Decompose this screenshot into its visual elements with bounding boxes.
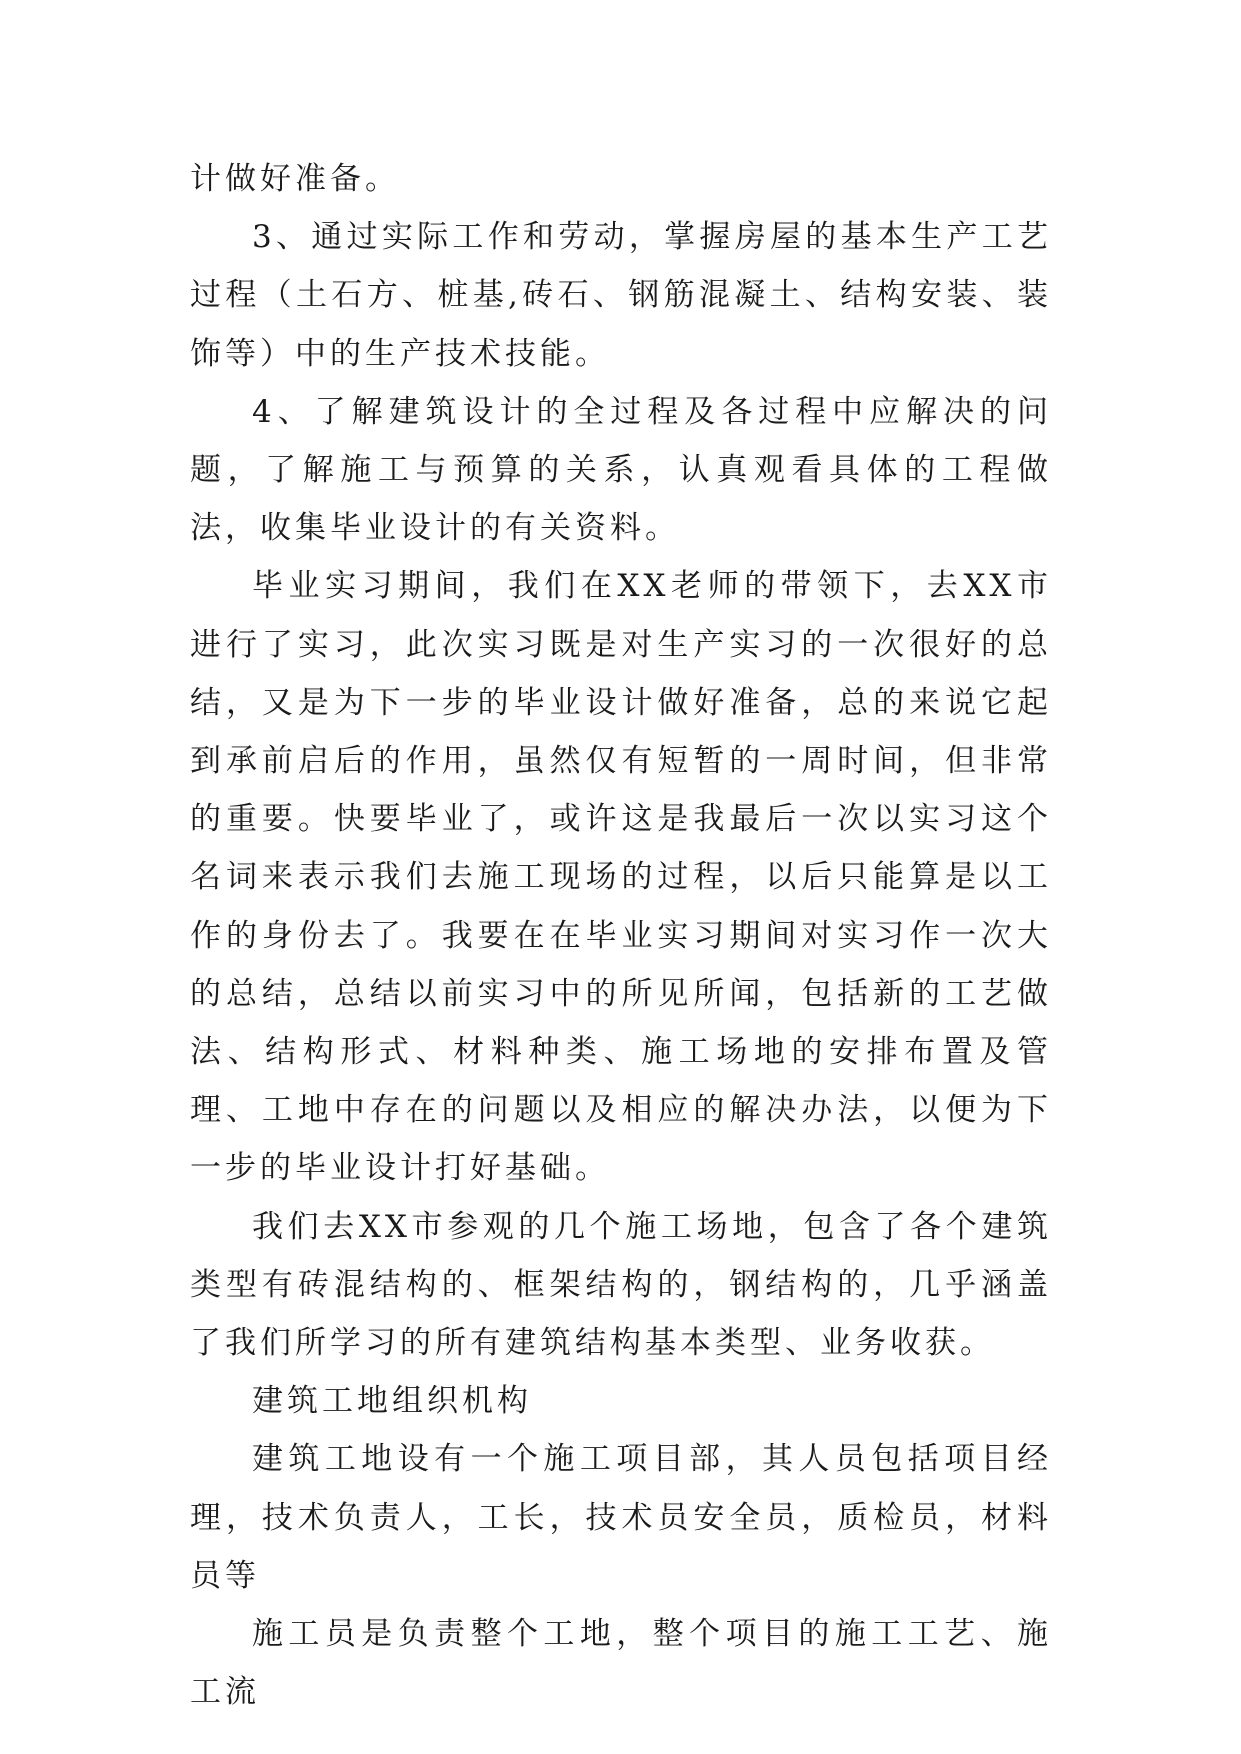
body-text: [190, 150, 1052, 1721]
paragraph-5: 我们去XX市参观的几个施工场地，包含了各个建筑类型有砖混结构的、框架结构的，钢结构的，几乎涵盖了我们所学习的所有建筑结构基本类型、业务收获。: [190, 1208, 1052, 1362]
paragraph-6: 建筑工地设有一个施工项目部，其人员包括项目经理，技术负责人，工长，技术员安全员，质检员，材料员等: [190, 1441, 1052, 1594]
paragraph-7: 施工员是负责整个工地，整个项目的施工工艺、施工流: [190, 1616, 1052, 1711]
paragraph-1: 计做好准备。: [190, 161, 400, 197]
section-heading: 建筑工地组织机构: [252, 1383, 532, 1420]
paragraph-4: 毕业实习期间，我们在XX老师的带领下，去XX市进行了实习，此次实习既是对生产实习的一次很好的总结，又是为下一步的毕业设计做好准备，总的来说它起到承前启后的作用，虽然仅有短暂的一周时间，但非常的重要。快要毕业了，或许这是我最后一次以实习这个名词来表示我们去施工现场的过程，以后只能算是以工作的身份去了。我要在在毕业实习期间对实习作一次大的总结，总结以前实习中的所见所闻，包括新的工艺做法、结构形式、材料种类、施工场地的安排布置及管理、工地中存在的问题以及相应的解决办法，以便为下一步的毕业设计打好基础。: [190, 568, 1052, 1187]
paragraph-3: 4、了解建筑设计的全过程及各过程中应解决的问题，了解施工与预算的关系，认真观看具体的工程做法，收集毕业设计的有关资料。: [190, 393, 1052, 547]
paragraph-2: 3、通过实际工作和劳动，掌握房屋的基本生产工艺过程（土石方、桩基,砖石、钢筋混凝土、结构安装、装饰等）中的生产技术技能。: [190, 219, 1052, 372]
